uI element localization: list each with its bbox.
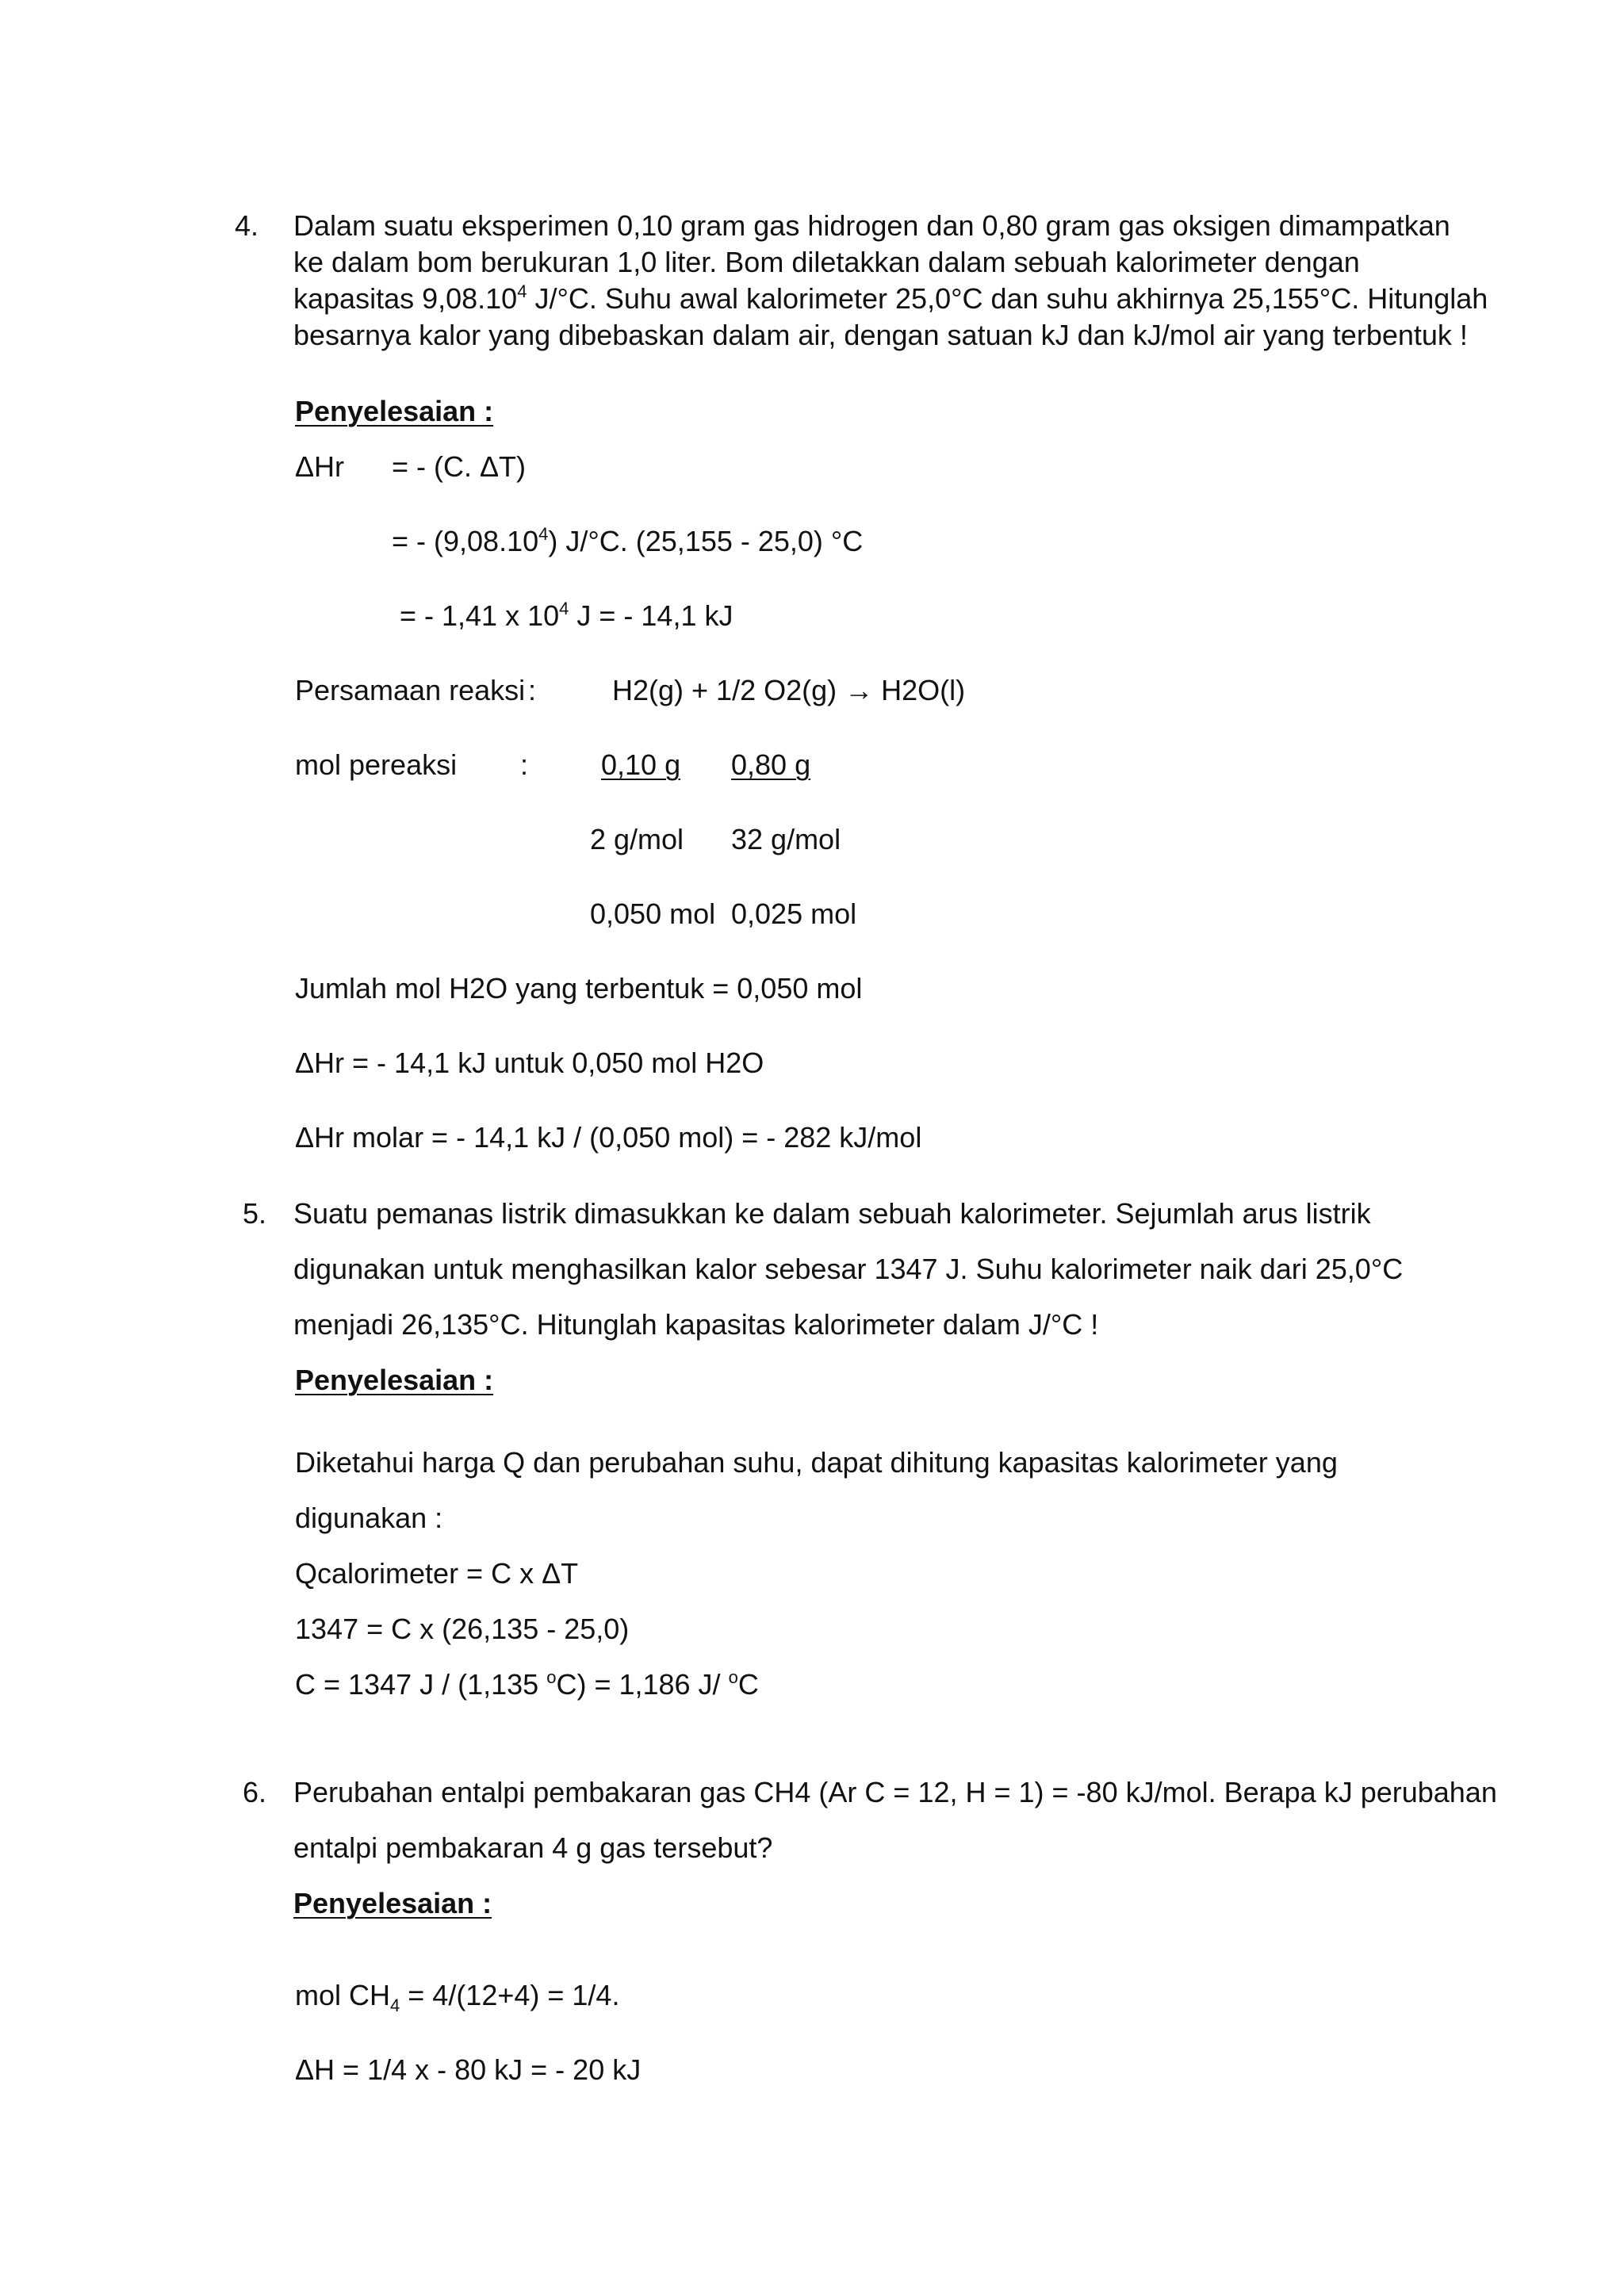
question-4-line: ke dalam bom berukuran 1,0 liter. Bom diletakkan dalam sebuah kalorimeter dengan (293, 246, 1360, 278)
equation-line: = - 1,41 x $10^4$ J = - 14,1 kJ (400, 599, 733, 632)
solution-line: ΔH = 1/4 x - 80 kJ = - 20 kJ (295, 2053, 642, 2086)
solution-line: C = 1347 J / (1,135 $^o$C) = 1,186 J/ $^o$C (295, 1667, 759, 1701)
question-5-number: 5. (243, 1197, 267, 1230)
solution-line: 1347 = C x (26,135 - 25,0) (295, 1613, 630, 1645)
question-4-line: besarnya kalor yang dibebaskan dalam air, dengan satuan kJ dan kJ/mol air yang terbentuk ! (293, 319, 1468, 351)
mol-hydrogen: 0,050 mol (590, 897, 716, 930)
question-4-number: 4. (235, 209, 259, 242)
result-line: ΔHr = - 14,1 kJ untuk 0,050 mol H2O (295, 1047, 764, 1079)
solution-heading: Penyelesaian : (295, 1364, 494, 1396)
question-5-line: menjadi 26,135°C. Hitunglah kapasitas kalorimeter dalam J/°C ! (293, 1308, 1099, 1341)
delta-h-label: ΔHr (295, 450, 345, 483)
solution-heading: Penyelesaian : (293, 1887, 492, 1919)
question-4-line: kapasitas 9,08.10$^4$ J/°C. Suhu awal kalorimeter 25,0°C dan suhu akhirnya 25,155°C. Hitunglah (293, 281, 1488, 315)
solution-line: mol $CH_4 = 4/(12+4) = 1/4$. (295, 1979, 620, 2015)
solution-line: Qcalorimeter = C x ΔT (295, 1557, 579, 1590)
molar-mass-oxygen: 32 g/mol (731, 823, 841, 855)
solution-line: Diketahui harga Q dan perubahan suhu, dapat dihitung kapasitas kalorimeter yang (295, 1446, 1338, 1479)
question-4-line: Dalam suatu eksperimen 0,10 gram gas hidrogen dan 0,80 gram gas oksigen dimampatkan (293, 209, 1450, 242)
result-line: Jumlah mol H2O yang terbentuk = 0,050 mol (295, 972, 863, 1004)
reaction-equation: H2(g) + 1/2 O2(g) → H2O(l) (612, 674, 966, 706)
question-6-line: entalpi pembakaran 4 g gas tersebut? (293, 1831, 773, 1864)
reaction-label: Persamaan reaksi (295, 674, 526, 706)
mol-oxygen: 0,025 mol (731, 897, 857, 930)
solution-line: digunakan : (295, 1502, 443, 1534)
result-line: ΔHr molar = - 14,1 kJ / (0,050 mol) = - 282 kJ/mol (295, 1121, 922, 1154)
solution-heading: Penyelesaian : (295, 395, 494, 427)
mass-oxygen: 0,80 g (731, 748, 811, 781)
mol-reactant-colon: : (520, 748, 529, 781)
question-6-line: Perubahan entalpi pembakaran gas CH4 (Ar C = 12, H = 1) = -80 kJ/mol. Berapa kJ perubahan (293, 1776, 1497, 1808)
equation-line: = - (C. ΔT) (392, 450, 527, 483)
equation-line: = - (9,08.10$^4$) J/°C. (25,155 - 25,0) °C (392, 524, 864, 557)
mol-reactant-label: mol pereaksi (295, 748, 458, 781)
mass-hydrogen: 0,10 g (601, 748, 681, 781)
question-6-number: 6. (243, 1776, 267, 1808)
question-5-line: Suatu pemanas listrik dimasukkan ke dalam sebuah kalorimeter. Sejumlah arus listrik (293, 1197, 1371, 1230)
molar-mass-hydrogen: 2 g/mol (590, 823, 684, 855)
reaction-colon: : (528, 674, 537, 706)
question-5-line: digunakan untuk menghasilkan kalor sebesar 1347 J. Suhu kalorimeter naik dari 25,0°C (293, 1253, 1404, 1285)
